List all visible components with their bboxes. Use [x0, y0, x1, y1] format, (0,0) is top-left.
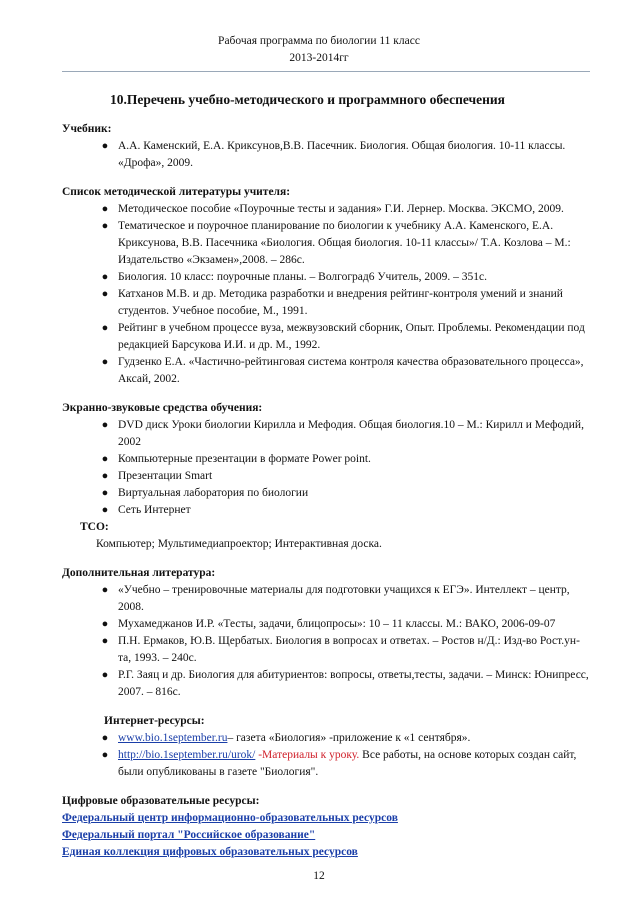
list-item: ● Биология. 10 класс: поурочные планы. – Волгоград6 Учитель, 2009. – 351с.: [62, 269, 592, 286]
teacher-literature-list: [62, 201, 592, 388]
audiovisual-heading: Экранно-звуковые средства обучения:: [62, 402, 263, 414]
tso-label: ТСО:: [80, 521, 109, 533]
list-item: ● Гудзенко Е.А. «Частично-рейтинговая система контроля качества образовательного процесса», Аксай, 2002.: [62, 354, 592, 388]
list-item: ● «Учебно – тренировочные материалы для подготовки учащихся к ЕГЭ». Интеллект – центр, 2008.: [62, 582, 592, 616]
section-title: 10.Перечень учебно-методического и программного обеспечения: [110, 92, 505, 107]
bullet-icon: ●: [101, 271, 109, 283]
audiovisual-list: [62, 417, 592, 519]
bullet-icon: ●: [101, 419, 109, 431]
textbook-heading: Учебник:: [62, 123, 112, 135]
bullet-icon: ●: [101, 203, 109, 215]
additional-literature-list: [62, 582, 592, 701]
bullet-icon: ●: [101, 584, 109, 596]
internet-resources-list: [62, 730, 592, 781]
bullet-icon: ●: [101, 322, 109, 334]
list-item: ● Виртуальная лаборатория по биологии: [62, 485, 592, 502]
bullet-icon: ●: [101, 453, 109, 465]
list-item: ● П.Н. Ермаков, Ю.В. Щербатых. Биология в вопросах и ответах. – Ростов н/Д.: Изд-во Рост.ун-та, 1993. – 240с.: [62, 633, 592, 667]
bullet-icon: ●: [101, 356, 109, 368]
list-item: ● www.bio.1september.ru– газета «Биология» -приложение к «1 сентября».: [62, 730, 592, 747]
bullet-icon: ●: [101, 288, 109, 300]
list-item: ● Р.Г. Заяц и др. Биология для абитуриентов: вопросы, ответы,тесты, задачи. – Минск: Юнипресс, 2007. – 816с.: [62, 667, 592, 701]
list-item: ● Мухамеджанов И.Р. «Тесты, задачи, блицопросы»: 10 – 11 классы. М.: ВАКО, 2006-09-07: [62, 616, 592, 633]
bullet-icon: ●: [101, 220, 109, 232]
list-item: ● http://bio.1september.ru/urok/ -Материалы к уроку. Все работы, на основе которых создан сайт, были опубликованы в газете "Биология".: [62, 747, 592, 781]
federal-portal-link[interactable]: Федеральный портал "Российское образование": [62, 829, 316, 841]
page-header: [0, 33, 638, 67]
bullet-icon: ●: [101, 504, 109, 516]
list-item: ● Тематическое и поурочное планирование по биологии к учебнику А.А. Каменского, Е.А. Криксунова, В.В. Пасечника «Биология. Общая биология. 10-11 классы»/ Т.А. Козлова – М.: Издательство «Экзамен»,2008. – 286с.: [62, 218, 592, 269]
textbook-list: [62, 138, 592, 172]
list-item: ● Сеть Интернет: [62, 502, 592, 519]
bullet-icon: ●: [101, 732, 109, 744]
bio-urok-link[interactable]: http://bio.1september.ru/urok/: [118, 749, 256, 761]
header-divider: [62, 71, 590, 72]
bullet-icon: ●: [101, 749, 109, 761]
teacher-literature-heading: Список методической литературы учителя:: [62, 186, 291, 198]
bullet-icon: ●: [101, 487, 109, 499]
page-number: 12: [313, 870, 325, 882]
unified-collection-link[interactable]: Единая коллекция цифровых образовательных ресурсов: [62, 846, 358, 858]
tso-items: Компьютер; Мультимедиапроектор; Интерактивная доска.: [96, 538, 382, 550]
bullet-icon: ●: [101, 635, 109, 647]
federal-center-link[interactable]: Федеральный центр информационно-образовательных ресурсов: [62, 812, 398, 824]
header-line-1: Рабочая программа по биологии 11 класс: [218, 35, 420, 47]
materials-note: -Материалы к уроку.: [258, 749, 360, 761]
bullet-icon: ●: [101, 140, 109, 152]
list-item: ● Рейтинг в учебном процессе вуза, межвузовский сборник, Опыт. Проблемы. Рекомендации под редакцией Барсукова И.И. и др. М., 1992.: [62, 320, 592, 354]
additional-literature-heading: Дополнительная литература:: [62, 567, 216, 579]
list-item: ● Компьютерные презентации в формате Power point.: [62, 451, 592, 468]
digital-resources-heading: Цифровые образовательные ресурсы:: [62, 795, 260, 807]
bullet-icon: ●: [101, 618, 109, 630]
list-item: ● Катханов М.В. и др. Методика разработки и внедрения рейтинг-контроля умений и знаний студентов. Учебное пособие, М., 1991.: [62, 286, 592, 320]
header-line-2: 2013-2014гг: [289, 52, 349, 64]
list-item: ● Презентации Smart: [62, 468, 592, 485]
bio-1september-link[interactable]: www.bio.1september.ru: [118, 732, 228, 744]
list-item: ● Методическое пособие «Поурочные тесты и задания» Г.И. Лернер. Москва. ЭКСМО, 2009.: [62, 201, 592, 218]
list-item: ● А.А. Каменский, Е.А. Криксунов,В.В. Пасечник. Биология. Общая биология. 10-11 классы. «Дрофа», 2009.: [62, 138, 592, 172]
list-item: ● DVD диск Уроки биологии Кирилла и Мефодия. Общая биология.10 – М.: Кирилл и Мефодий, 2002: [62, 417, 592, 451]
internet-resources-heading: Интернет-ресурсы:: [104, 715, 205, 727]
document-body: [62, 121, 592, 861]
bullet-icon: ●: [101, 470, 109, 482]
bullet-icon: ●: [101, 669, 109, 681]
